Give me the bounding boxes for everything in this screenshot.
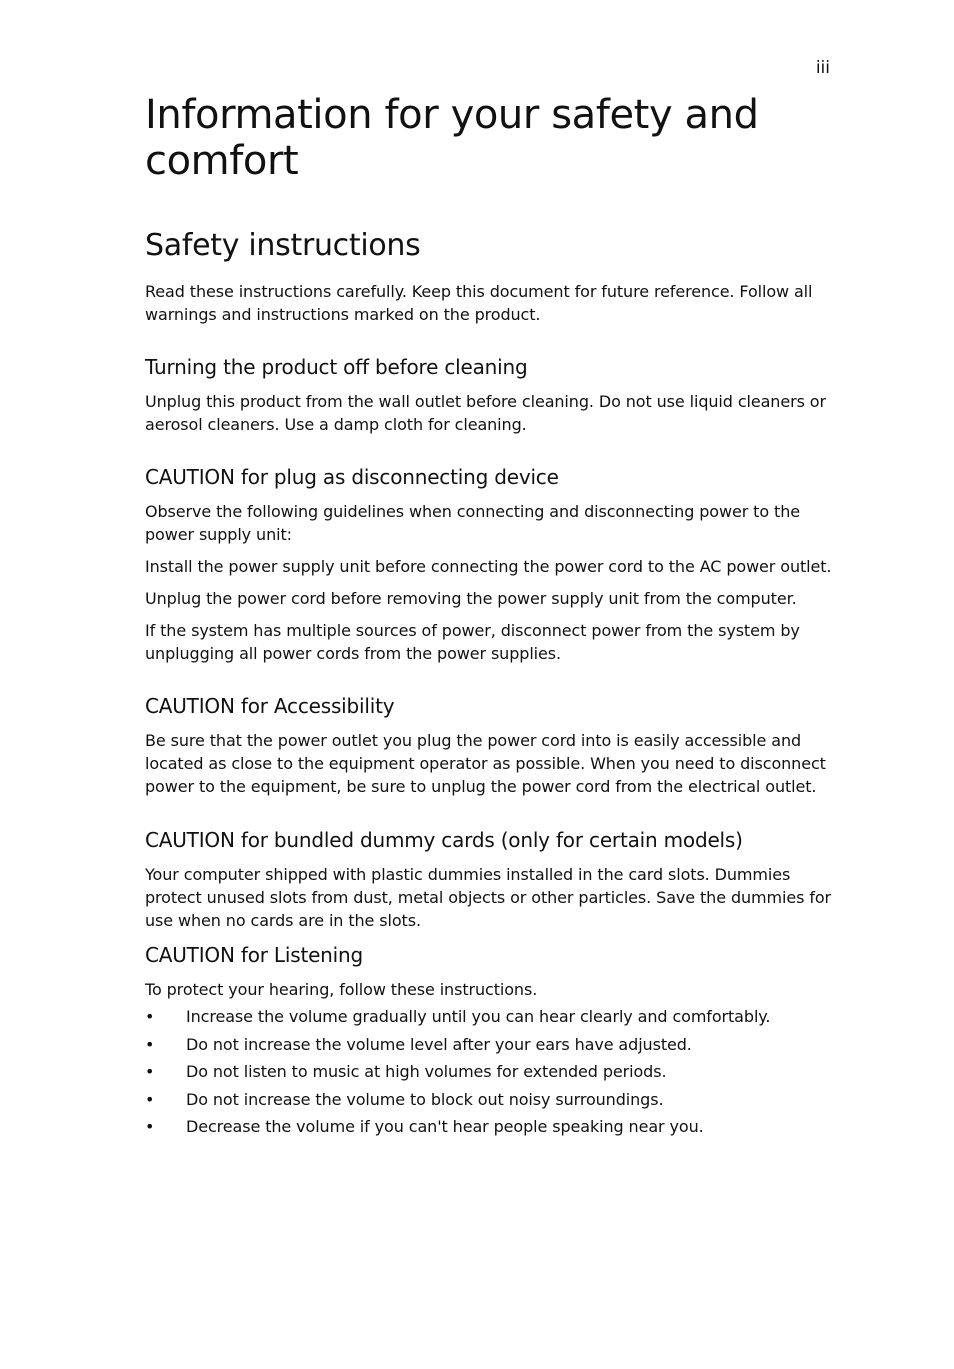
dummy-cards-paragraph: Your computer shipped with plastic dummies installed in the card slots. Dummies protect unused slots from dust, metal objects or other particles. Save the dummies for use when no cards are in the slots. [145, 865, 832, 930]
bullet-icon: • [145, 1062, 155, 1082]
plug-paragraph: If the system has multiple sources of power, disconnect power from the system by unplugging all power cords from the power supplies. [145, 621, 800, 663]
cleaning-paragraph: Unplug this product from the wall outlet before cleaning. Do not use liquid cleaners or aerosol cleaners. Use a damp cloth for cleaning. [145, 392, 826, 434]
list-item-text: Increase the volume gradually until you can hear clearly and comfortably. [186, 1007, 771, 1026]
accessibility-paragraph: Be sure that the power outlet you plug the power cord into is easily accessible and located as close to the equipment operator as possible. When you need to disconnect power to the equipment, be sure to unplug the power cord from the electrical outlet. [145, 731, 826, 796]
accessibility-heading: CAUTION for Accessibility [145, 694, 395, 718]
listening-list [145, 1005, 835, 1138]
dummy-cards-heading: CAUTION for bundled dummy cards (only for certain models) [145, 828, 743, 852]
section-title: Safety instructions [145, 228, 421, 263]
listening-heading: CAUTION for Listening [145, 943, 363, 967]
page-title: Information for your safety and comfort [145, 92, 759, 184]
list-item [145, 1060, 835, 1083]
list-item-text: Do not increase the volume level after your ears have adjusted. [186, 1034, 692, 1054]
bullet-icon: • [145, 1117, 155, 1137]
list-item [145, 1088, 835, 1111]
list-item-text: Do not listen to music at high volumes for extended periods. [186, 1062, 667, 1082]
intro-paragraph: Read these instructions carefully. Keep this document for future reference. Follow all warnings and instructions marked on the product. [145, 282, 813, 324]
list-item-text: Decrease the volume if you can't hear people speaking near you. [186, 1117, 704, 1137]
list-item [145, 1033, 835, 1056]
bullet-icon: • [145, 1007, 155, 1026]
plug-heading: CAUTION for plug as disconnecting device [145, 465, 559, 489]
list-item [145, 1005, 835, 1028]
bullet-icon: • [145, 1034, 155, 1054]
bullet-icon: • [145, 1089, 155, 1109]
plug-paragraph: Install the power supply unit before connecting the power cord to the AC power outlet. [145, 557, 832, 576]
cleaning-heading: Turning the product off before cleaning [145, 355, 528, 379]
plug-paragraph: Unplug the power cord before removing the power supply unit from the computer. [145, 589, 797, 608]
page-number: iii [815, 58, 830, 78]
plug-paragraph: Observe the following guidelines when connecting and disconnecting power to the power supply unit: [145, 502, 800, 544]
listening-intro: To protect your hearing, follow these instructions. [145, 980, 538, 999]
list-item-text: Do not increase the volume to block out noisy surroundings. [186, 1089, 664, 1109]
page-content [145, 92, 835, 1143]
list-item [145, 1115, 835, 1138]
